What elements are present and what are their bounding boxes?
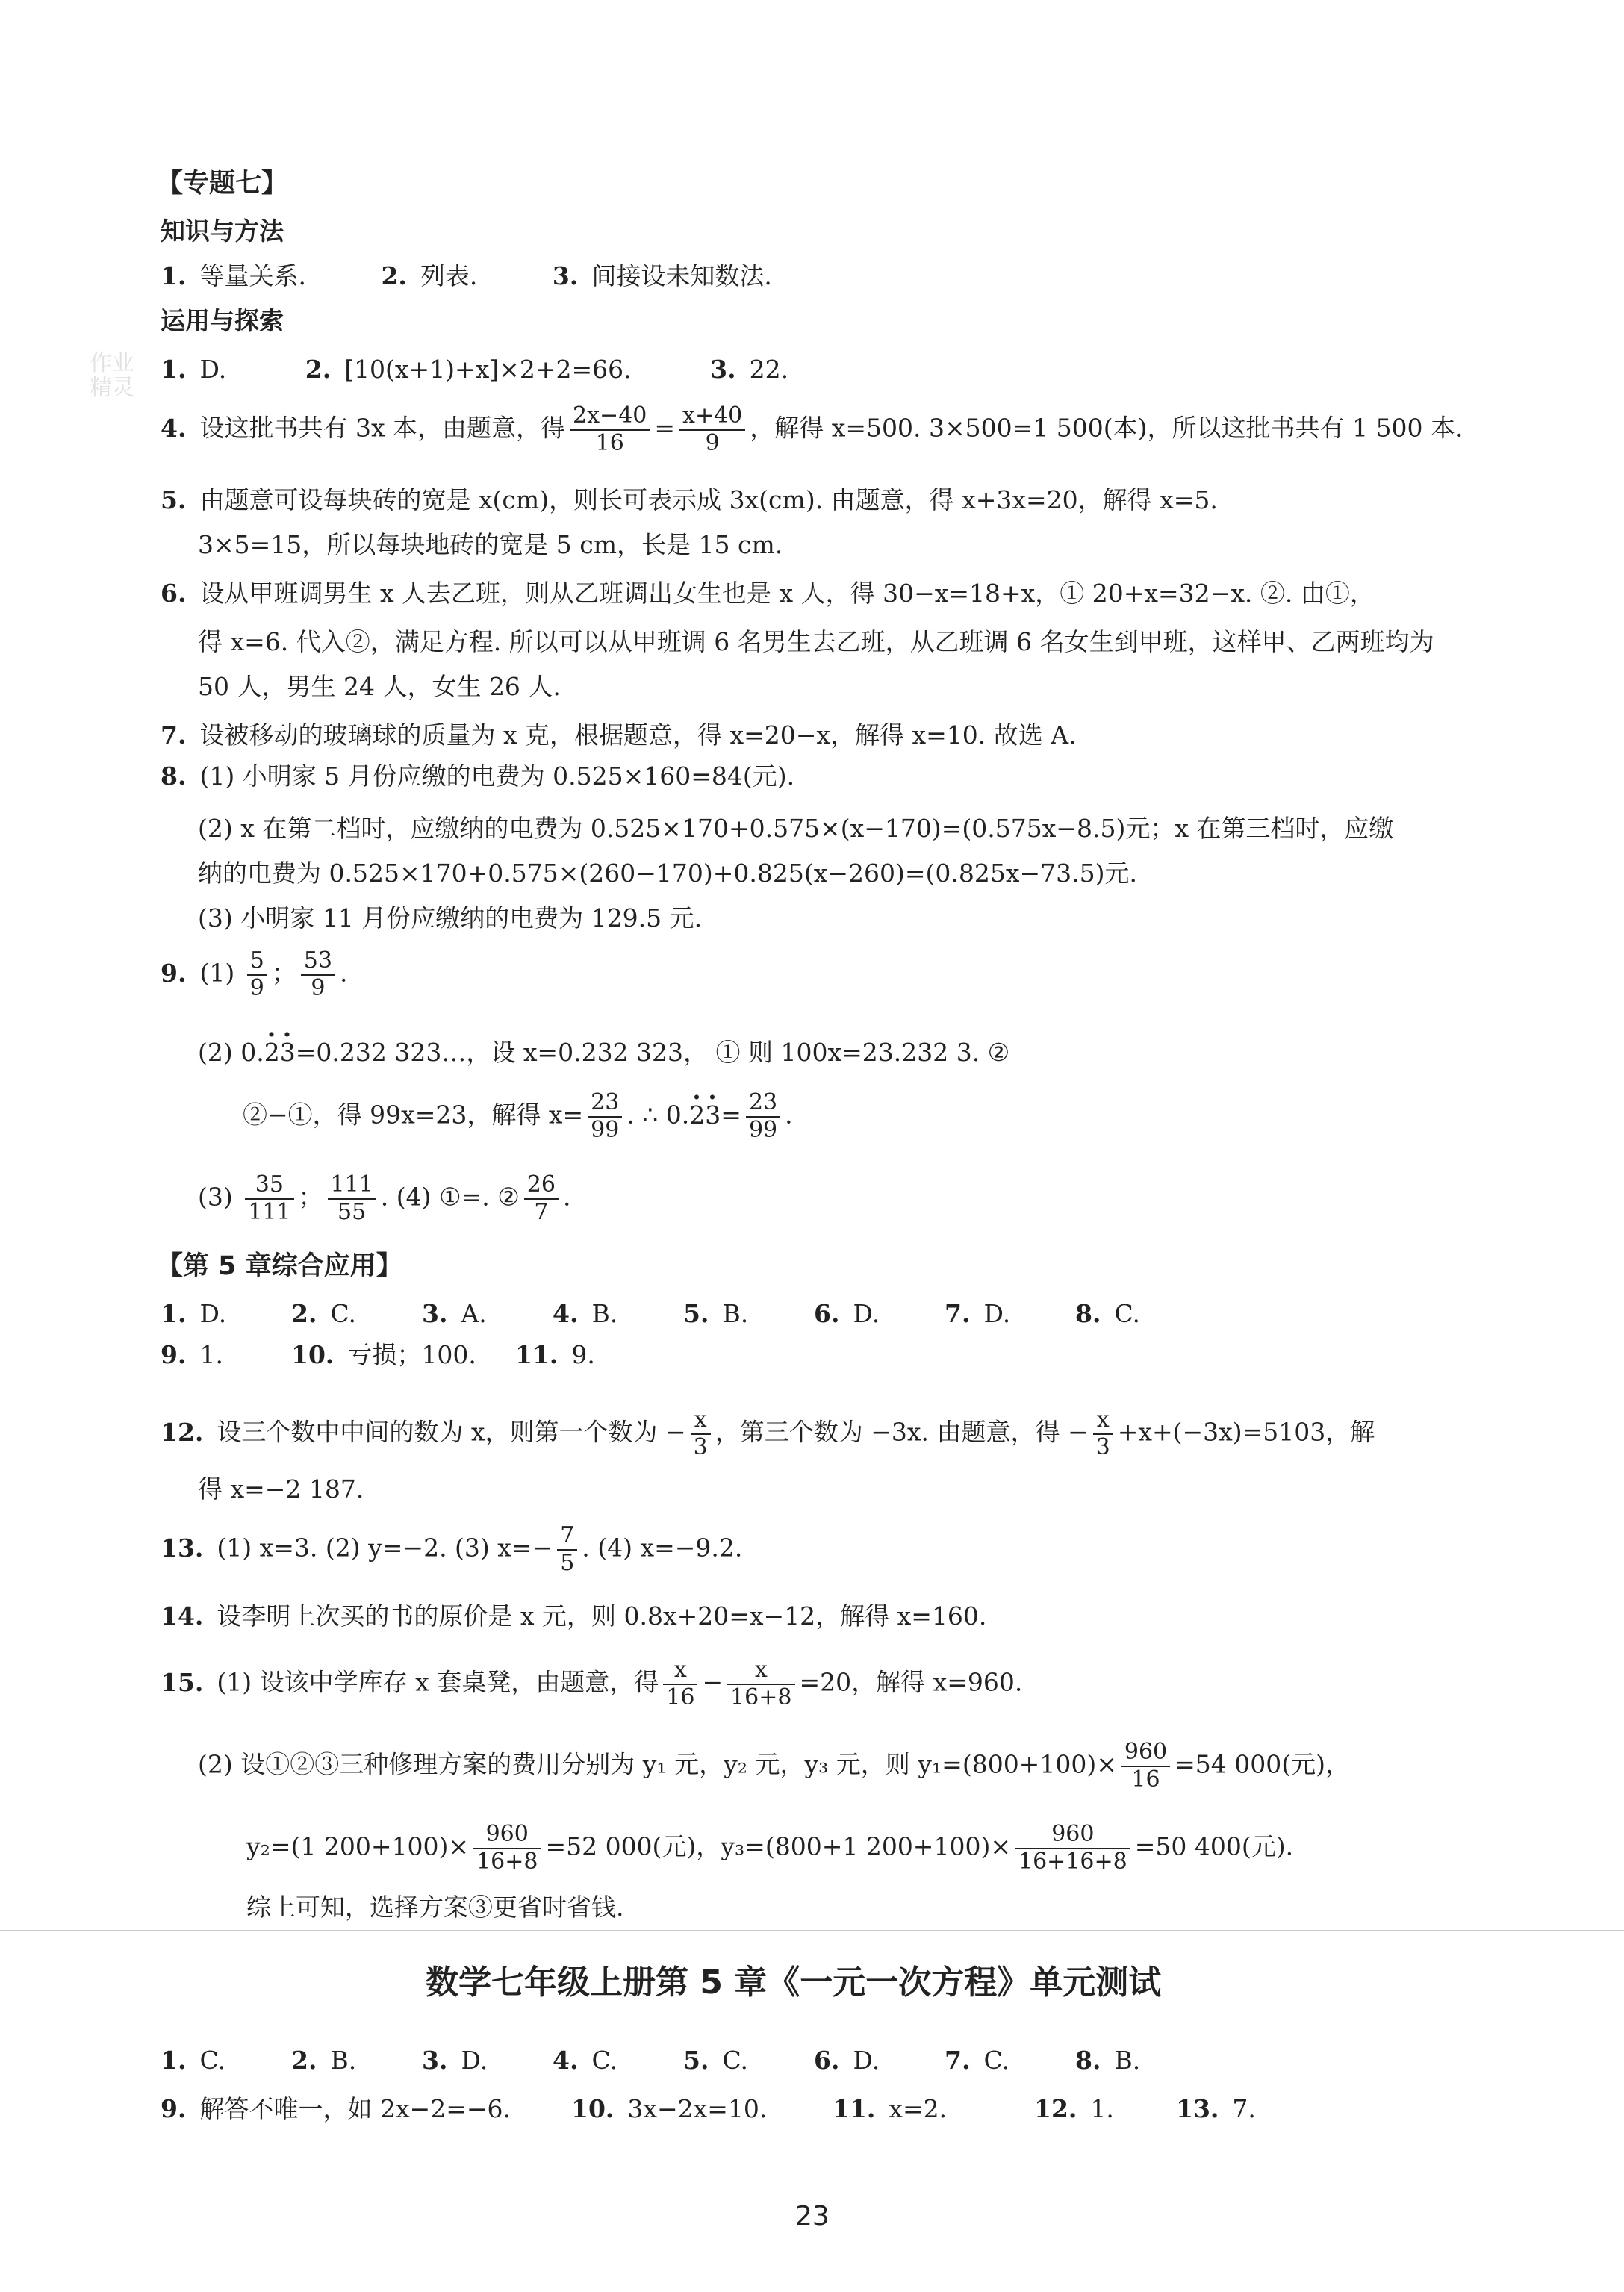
- answer-9: [161, 948, 347, 1001]
- answer-item: [945, 1299, 1075, 1329]
- q-number: 3.: [710, 355, 736, 384]
- answer-item: [161, 1340, 291, 1370]
- answer: D.: [461, 2046, 488, 2075]
- answer: B.: [330, 2046, 357, 2075]
- answer-8: [161, 762, 794, 791]
- answer: D.: [199, 355, 227, 384]
- q-number: 5.: [683, 2046, 709, 2075]
- q-number: 6.: [814, 2046, 840, 2075]
- answer: x=2.: [889, 2094, 948, 2123]
- answer-item: [161, 2094, 571, 2124]
- q-number: 3.: [552, 261, 579, 290]
- text: (2) 0.: [198, 1038, 264, 1067]
- q-number: 9.: [161, 958, 187, 988]
- text: −: [702, 1667, 724, 1697]
- separator: ；: [271, 958, 296, 988]
- answer-item: [1034, 2094, 1176, 2124]
- numerator: 23: [588, 1090, 622, 1118]
- equals: =: [654, 413, 676, 443]
- text: =50 400(元).: [1134, 1831, 1294, 1861]
- answer: C.: [722, 2046, 749, 2075]
- fraction: [679, 403, 745, 456]
- answer-12-line-2: 得 x=−2 187.: [198, 1474, 364, 1504]
- denominator: 55: [337, 1198, 367, 1225]
- text: .: [562, 1182, 571, 1212]
- q-number: 9.: [161, 1340, 187, 1369]
- section-7-title: 【专题七】: [157, 169, 288, 199]
- numerator: 35: [245, 1172, 293, 1200]
- text: =0.232 323…，设 x=0.232 323， ① 则 100x=23.232 3. ②: [295, 1038, 1010, 1067]
- denominator: 99: [748, 1116, 778, 1143]
- text: .: [785, 1100, 793, 1130]
- q-number: 4.: [553, 1299, 579, 1328]
- answer: A.: [461, 1299, 487, 1328]
- fraction: [328, 1172, 376, 1225]
- denominator: 9: [705, 429, 720, 456]
- text: . (4) ①=. ②: [380, 1182, 520, 1212]
- answer-6: [161, 579, 1375, 608]
- text: 设李明上次买的书的原价是 x 元，则 0.8x+20=x−12，解得 x=160.: [217, 1601, 987, 1631]
- denominator: 16: [595, 429, 624, 456]
- numerator: 111: [328, 1172, 376, 1200]
- answer-5-line-2: 3×5=15，所以每块地砖的宽是 5 cm，长是 15 cm.: [198, 530, 783, 559]
- answer: D.: [853, 2046, 880, 2075]
- denominator: 99: [591, 1116, 620, 1143]
- answer: 1.: [1090, 2094, 1114, 2123]
- answer-item: [161, 1299, 291, 1329]
- text: ，第三个数为 −3x. 由题意，得 −: [715, 1417, 1089, 1447]
- q-number: 1.: [161, 1299, 187, 1328]
- part-label: (1): [199, 958, 235, 988]
- answer-9-line-4: [198, 1172, 570, 1225]
- fraction: [1015, 1822, 1130, 1875]
- unit-test-title: 数学七年级上册第 5 章《一元一次方程》单元测试: [426, 1964, 1162, 2002]
- text: =54 000(元)，: [1175, 1749, 1350, 1779]
- text: (1) x=3. (2) y=−2. (3) x=−: [217, 1533, 553, 1563]
- text: . (4) x=−9.2.: [582, 1533, 743, 1563]
- answer: 列表.: [420, 261, 478, 290]
- answer-text: 设这批书共有 3x 本，由题意，得: [199, 413, 566, 443]
- q-number: 2.: [291, 2046, 317, 2075]
- answer: C.: [199, 2046, 226, 2075]
- fraction: [663, 1657, 697, 1710]
- fraction: [588, 1090, 622, 1143]
- fraction: [247, 948, 267, 1001]
- answer: D.: [853, 1299, 880, 1328]
- denominator: 9: [311, 974, 326, 1001]
- numerator: 2x−40: [570, 403, 650, 431]
- answer-item: [422, 2046, 553, 2075]
- q-number: 13.: [1176, 2094, 1219, 2123]
- apply-heading: 运用与探索: [161, 306, 284, 335]
- fraction: [1093, 1407, 1113, 1460]
- numerator: 53: [301, 948, 335, 976]
- fraction: [524, 1172, 559, 1225]
- denominator: 16+8: [730, 1684, 792, 1710]
- answer: 解答不唯一，如 2x−2=−6.: [199, 2094, 511, 2123]
- watermark-text: 作业: [90, 350, 134, 376]
- answer-item: [161, 2046, 291, 2075]
- q-number: 11.: [833, 2094, 876, 2123]
- text: (1) 设该中学库存 x 套桌凳，由题意，得: [217, 1667, 659, 1697]
- test-answers-row-2: [161, 2094, 1288, 2124]
- period: .: [339, 958, 348, 988]
- repeating-digit: · 2: [689, 1100, 705, 1130]
- answer-15-line-3: [246, 1822, 1293, 1875]
- answer-text: ，解得 x=500. 3×500=1 500(本)，所以这批书共有 1 500 本.: [750, 413, 1463, 443]
- answer-item: [291, 2046, 422, 2075]
- answer-4: [161, 403, 1463, 456]
- text: 设三个数中中间的数为 x，则第一个数为 −: [217, 1417, 686, 1447]
- answer: 9.: [571, 1340, 595, 1369]
- answer-9-line-2: [198, 1038, 1009, 1068]
- answer-item: [553, 2046, 683, 2075]
- answer-item: [945, 2046, 1075, 2075]
- answer-item: [571, 2094, 833, 2124]
- answer-item: [1075, 2046, 1206, 2075]
- answer-item: [814, 1299, 945, 1329]
- answer: 亏损；100.: [347, 1340, 476, 1369]
- q-number: 8.: [1075, 2046, 1101, 2075]
- q-number: 10.: [571, 2094, 615, 2123]
- answer-5: [161, 485, 1218, 515]
- answer-text: 设被移动的玻璃球的质量为 x 克，根据题意，得 x=20−x，解得 x=10. 故选 A.: [199, 720, 1077, 750]
- answer-6-line-2: 得 x=6. 代入②，满足方程. 所以可以从甲班调 6 名男生去乙班，从乙班调 6 名女生到甲班，这样甲、乙两班均为: [198, 627, 1434, 656]
- text: =20，解得 x=960.: [799, 1667, 1023, 1697]
- answer-6-line-3: 50 人，男生 24 人，女生 26 人.: [198, 672, 561, 701]
- answer-7: [161, 720, 1077, 750]
- numerator: x: [691, 1407, 711, 1435]
- answer-item: [422, 1299, 553, 1329]
- knowledge-answers: [161, 261, 772, 291]
- q-number: 6.: [814, 1299, 840, 1328]
- answer: D.: [199, 1299, 227, 1328]
- text: =: [721, 1100, 741, 1130]
- text: =52 000(元)，y₃=(800+1 200+100)×: [545, 1831, 1011, 1861]
- q-number: 8.: [161, 762, 187, 791]
- answer: B.: [1114, 2046, 1141, 2075]
- answer: 22.: [749, 355, 789, 384]
- answer-item: [1176, 2094, 1288, 2124]
- denominator: 16: [1131, 1766, 1160, 1793]
- q-number: 2.: [291, 1299, 317, 1328]
- repeating-digit: · 3: [280, 1038, 296, 1068]
- numerator: x: [663, 1657, 697, 1685]
- page-number: 23: [795, 2201, 830, 2232]
- q-number: 1.: [161, 261, 187, 290]
- q-number: 10.: [291, 1340, 335, 1369]
- answer: D.: [983, 1299, 1011, 1328]
- fraction: [691, 1407, 711, 1460]
- answer-8-line-4: (3) 小明家 11 月份应缴纳的电费为 129.5 元.: [198, 903, 703, 932]
- answer: 间接设未知数法.: [591, 261, 772, 290]
- fraction: [557, 1523, 577, 1576]
- answer: C.: [983, 2046, 1010, 2075]
- denominator: 16: [666, 1684, 695, 1710]
- answer-13: [161, 1523, 742, 1576]
- answer-8-line-3: 纳的电费为 0.525×170+0.575×(260−170)+0.825(x−260)=(0.825x−73.5)元.: [198, 859, 1137, 888]
- answers-1-3: [161, 355, 788, 384]
- fraction: [1121, 1740, 1170, 1793]
- chapter-5-title: 【第 5 章综合应用】: [157, 1251, 402, 1281]
- answer: 1.: [199, 1340, 223, 1369]
- q-number: 2.: [381, 261, 407, 290]
- answer-item: [291, 1299, 422, 1329]
- text: ②−①，得 99x=23，解得 x=: [243, 1100, 584, 1130]
- answer-item: [814, 2046, 945, 2075]
- q-number: 7.: [945, 1299, 971, 1328]
- answer-text: 设从甲班调男生 x 人去乙班，则从乙班调出女生也是 x 人，得 30−x=18+x，① 20+x=32−x. ②. 由①，: [199, 579, 1375, 608]
- answer: 3x−2x=10.: [627, 2094, 768, 2123]
- answer-15-line-4: 综上可知，选择方案③更省时省钱.: [246, 1893, 624, 1922]
- divider: [0, 1930, 1624, 1931]
- chapter-5-answers-row-2: [161, 1340, 665, 1370]
- q-number: 13.: [161, 1533, 204, 1563]
- q-number: 4.: [553, 2046, 579, 2075]
- fraction: [245, 1172, 293, 1225]
- knowledge-heading: 知识与方法: [161, 217, 284, 246]
- answer-text: (1) 小明家 5 月份应缴的电费为 0.525×160=84(元).: [199, 762, 795, 791]
- q-number: 7.: [161, 720, 187, 750]
- q-number: 2.: [305, 355, 332, 384]
- answer-9-line-3: [243, 1090, 793, 1143]
- watermark-text: 精灵: [90, 375, 134, 401]
- q-number: 6.: [161, 579, 187, 608]
- answer: [10(x+1)+x]×2+2=66.: [344, 355, 632, 384]
- answer-item: [291, 1340, 515, 1370]
- q-number: 1.: [161, 2046, 187, 2075]
- denominator: 111: [248, 1198, 291, 1225]
- numerator: x: [1093, 1407, 1113, 1435]
- answer-item: [1075, 1299, 1206, 1329]
- q-number: 3.: [422, 2046, 448, 2075]
- fraction: [301, 948, 335, 1001]
- answer-item: [683, 2046, 814, 2075]
- answer-8-line-2: (2) x 在第二档时，应缴纳的电费为 0.525×170+0.575×(x−170)=(0.575x−8.5)元；x 在第三档时，应缴: [198, 814, 1394, 843]
- denominator: 5: [560, 1549, 575, 1576]
- numerator: 960: [473, 1822, 541, 1849]
- answer-15-line-2: [198, 1740, 1350, 1793]
- answer: B.: [722, 1299, 749, 1328]
- answer: C.: [591, 2046, 618, 2075]
- q-number: 11.: [515, 1340, 559, 1369]
- numerator: 960: [1121, 1740, 1170, 1767]
- answer: 等量关系.: [199, 261, 306, 290]
- numerator: 960: [1015, 1822, 1130, 1849]
- q-number: 4.: [161, 413, 187, 443]
- q-number: 8.: [1075, 1299, 1101, 1328]
- answer-item: [683, 1299, 814, 1329]
- answer: B.: [591, 1299, 618, 1328]
- answer-12: [161, 1407, 1375, 1460]
- repeating-digit: · 2: [264, 1038, 280, 1068]
- q-number: 5.: [161, 485, 187, 514]
- answer: C.: [330, 1299, 357, 1328]
- numerator: 26: [524, 1172, 559, 1200]
- answer: C.: [1114, 1299, 1141, 1328]
- fraction: [746, 1090, 780, 1143]
- watermark-logo: [90, 351, 134, 400]
- numerator: x+40: [679, 403, 745, 431]
- q-number: 7.: [945, 2046, 971, 2075]
- denominator: 3: [1095, 1433, 1110, 1460]
- denominator: 9: [249, 974, 264, 1001]
- answer-item: [553, 1299, 683, 1329]
- q-number: 15.: [161, 1667, 204, 1697]
- q-number: 1.: [161, 355, 187, 384]
- denominator: 7: [534, 1198, 549, 1225]
- q-number: 12.: [1034, 2094, 1077, 2123]
- q-number: 5.: [683, 1299, 709, 1328]
- q-number: 14.: [161, 1601, 204, 1631]
- numerator: 23: [746, 1090, 780, 1118]
- answer-15: [161, 1657, 1022, 1710]
- fraction: [727, 1657, 794, 1710]
- answer-item: [833, 2094, 1034, 2124]
- text: y₂=(1 200+100)×: [246, 1831, 470, 1861]
- separator: ；: [298, 1182, 323, 1212]
- text: . ∴ 0.: [626, 1100, 690, 1130]
- chapter-5-answers-row-1: [161, 1299, 1206, 1329]
- denominator: 16+16+8: [1018, 1848, 1127, 1875]
- text: (2) 设①②③三种修理方案的费用分别为 y₁ 元，y₂ 元，y₃ 元，则 y₁=(800+100)×: [198, 1749, 1117, 1779]
- text: +x+(−3x)=5103，解: [1117, 1417, 1375, 1447]
- numerator: 5: [247, 948, 267, 976]
- q-number: 9.: [161, 2094, 187, 2123]
- text: (3): [198, 1182, 233, 1212]
- fraction: [473, 1822, 541, 1875]
- q-number: 12.: [161, 1417, 204, 1447]
- answer-14: [161, 1601, 986, 1631]
- numerator: 7: [557, 1523, 577, 1551]
- q-number: 3.: [422, 1299, 448, 1328]
- denominator: 16+8: [476, 1848, 538, 1875]
- answer-item: [515, 1340, 665, 1370]
- answer: 7.: [1232, 2094, 1256, 2123]
- repeating-digit: · 3: [705, 1100, 721, 1130]
- numerator: x: [727, 1657, 794, 1685]
- answer-text: 由题意可设每块砖的宽是 x(cm)，则长可表示成 3x(cm). 由题意，得 x+3x=20，解得 x=5.: [199, 485, 1218, 514]
- fraction: [570, 403, 650, 456]
- denominator: 3: [693, 1433, 708, 1460]
- test-answers-row-1: [161, 2046, 1206, 2075]
